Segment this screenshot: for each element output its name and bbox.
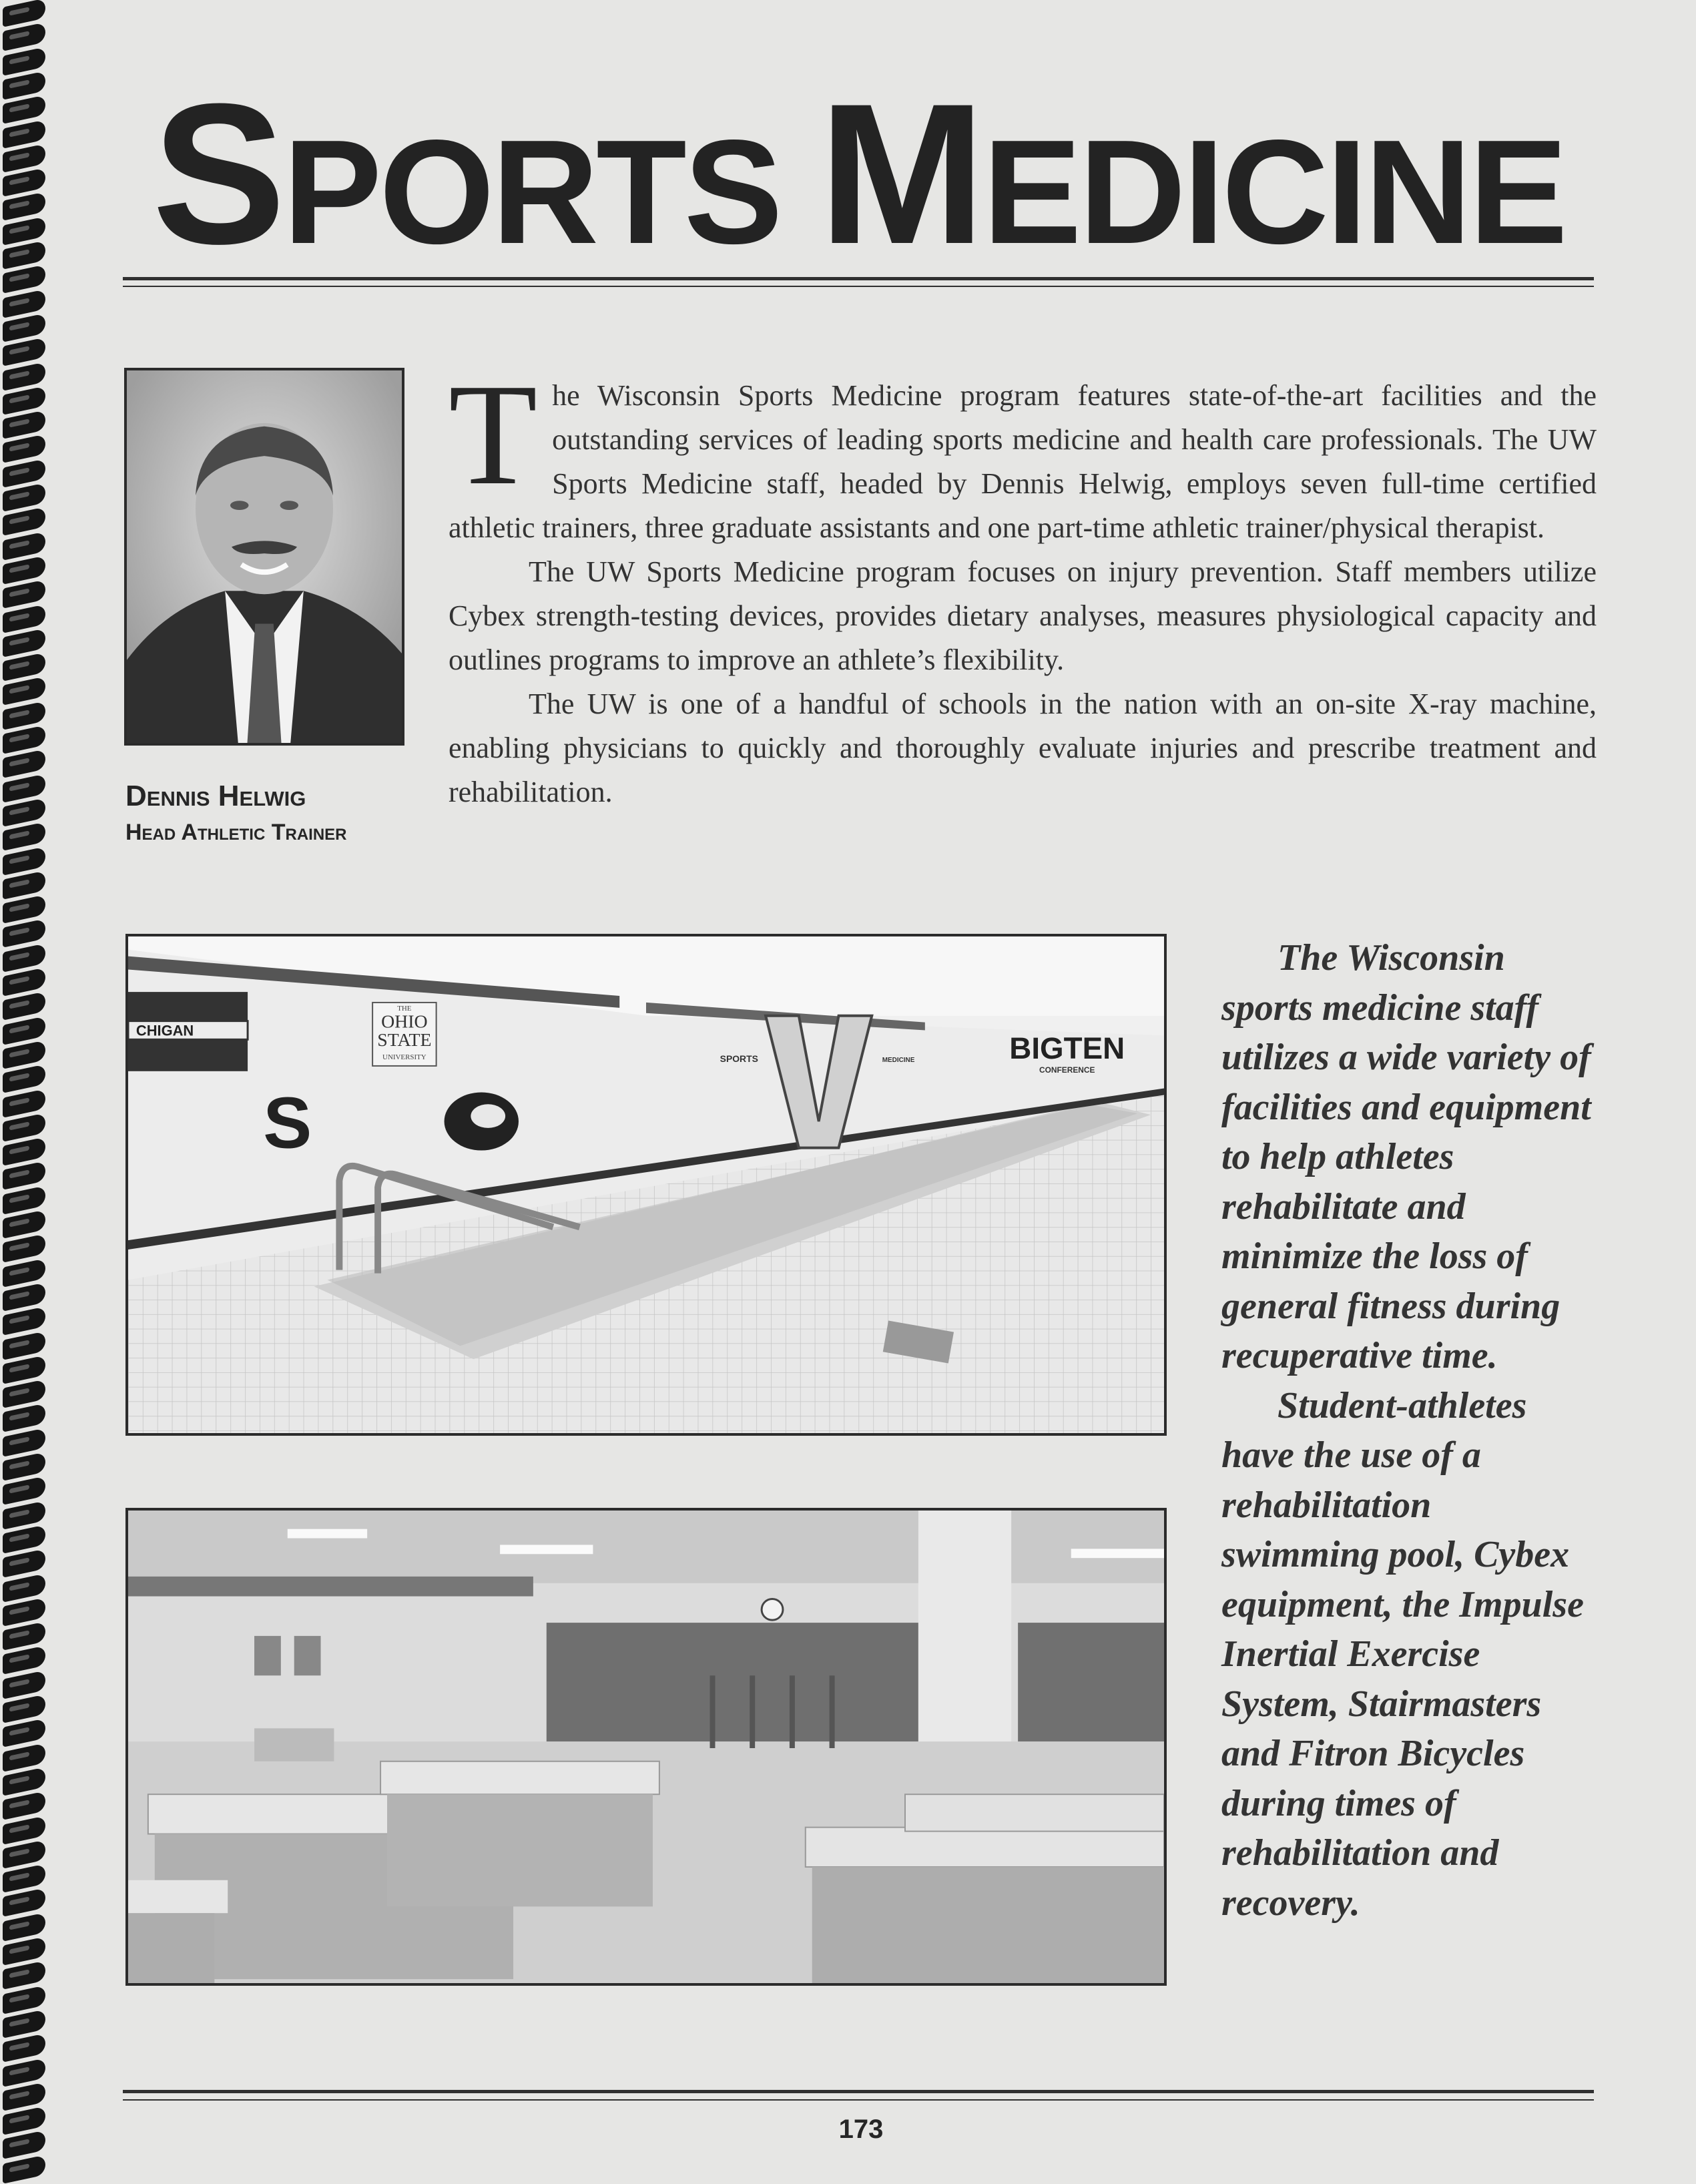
michigan-logo-text: CHIGAN <box>135 1022 194 1039</box>
binding-coil <box>3 822 45 851</box>
article-paragraph-3: The UW is one of a handful of schools in the nation with an on-site X-ray machine, enabling physicians to quickly and thoroughly evaluate injuries and prescribe treatment and rehabilitation. <box>449 688 1597 808</box>
binding-coil <box>3 1040 45 1069</box>
binding-coil <box>3 531 45 561</box>
binding-coil <box>3 1840 45 1869</box>
article-body <box>449 354 1597 814</box>
binding-coil <box>3 240 45 270</box>
binding-coil <box>3 749 45 778</box>
binding-coil <box>3 798 45 827</box>
binding-coil <box>3 1355 45 1384</box>
binding-coil <box>3 2009 45 2038</box>
binding-coil <box>3 1404 45 1433</box>
binding-coil <box>3 2106 45 2135</box>
medicine-wall-text: MEDICINE <box>882 1057 915 1064</box>
binding-coil <box>3 507 45 536</box>
binding-coil <box>3 846 45 876</box>
article-paragraph-1: The Wisconsin Sports Medicine program features state-of-the-art facilities and the outstanding services of leading sports medicine and health care professionals. The UW Sports Medicine staff, headed by Dennis Helwig, employs seven full-time certified athletic trainers, three graduate assistants and one part-time athletic trainer/physical therapist. <box>449 354 1597 544</box>
title-word-edicine: EDICINE <box>982 109 1565 275</box>
binding-coil <box>3 2082 45 2111</box>
binding-coil <box>3 1621 45 1651</box>
binding-coil <box>3 483 45 512</box>
binding-coil <box>3 2033 45 2063</box>
binding-coil <box>3 0 45 27</box>
page-title <box>152 61 1567 286</box>
binding-coil <box>3 289 45 318</box>
binding-coil <box>3 1646 45 1675</box>
binding-coil <box>3 168 45 197</box>
binding-coil <box>3 1379 45 1408</box>
binding-coil <box>3 192 45 222</box>
binding-coil <box>3 313 45 342</box>
binding-coil <box>3 1452 45 1481</box>
binding-coil <box>3 71 45 100</box>
binding-coil <box>3 1089 45 1118</box>
binding-coil <box>3 216 45 246</box>
binding-coil <box>3 991 45 1021</box>
binding-coil <box>3 628 45 657</box>
pool-photo <box>125 934 1167 1436</box>
binding-coil <box>3 119 45 149</box>
binding-coil <box>3 2058 45 2087</box>
bigten-logo-text: BIGTEN <box>1009 1031 1125 1066</box>
article-paragraph-2: The UW Sports Medicine program focuses on injury prevention. Staff members utilize Cybex strength-testing devices, provides dietary analyses, measures physiological capacity and outlines programs to improve an athlete’s flexibility. <box>449 555 1597 676</box>
binding-coil <box>3 1234 45 1263</box>
ohio-logo-the: THE <box>397 1004 412 1013</box>
binding-coil <box>3 1694 45 1723</box>
binding-coil <box>3 967 45 997</box>
binding-coil <box>3 1888 45 1918</box>
binding-coil <box>3 1597 45 1627</box>
binding-coil <box>3 652 45 681</box>
binding-coil <box>3 1936 45 1966</box>
binding-coil <box>3 1161 45 1191</box>
title-initial-s: S <box>152 61 284 286</box>
binding-coil <box>3 1549 45 1578</box>
binding-coil <box>3 95 45 124</box>
drop-cap: T <box>449 354 538 515</box>
binding-coil <box>3 1331 45 1360</box>
binding-coil <box>3 337 45 366</box>
binding-coil <box>3 604 45 633</box>
binding-coil <box>3 1500 45 1530</box>
binding-coil <box>3 1113 45 1142</box>
title-initial-m: M <box>818 61 983 286</box>
binding-coil <box>3 725 45 754</box>
binding-coil <box>3 919 45 948</box>
binding-coil <box>3 459 45 488</box>
binding-coil <box>3 1282 45 1312</box>
title-rule-thin <box>123 286 1594 287</box>
binding-coil <box>3 47 45 76</box>
binding-coil <box>3 1064 45 1093</box>
binding-coil <box>3 555 45 585</box>
binding-coil <box>3 1864 45 1893</box>
binding-coil <box>3 144 45 173</box>
binding-coil <box>3 435 45 464</box>
msu-logo-s: S <box>263 1082 312 1164</box>
binding-coil <box>3 870 45 900</box>
binding-coil <box>3 1185 45 1215</box>
footer-rule <box>123 2090 1594 2093</box>
binding-coil <box>3 410 45 439</box>
sidebar-caption <box>1221 933 1595 1928</box>
binding-coil <box>3 1573 45 1603</box>
footer-rule-thin <box>123 2099 1594 2101</box>
ohio-logo-ohio: OHIO <box>381 1011 428 1033</box>
binding-coil <box>3 386 45 415</box>
bigten-conference-text: CONFERENCE <box>1039 1065 1095 1075</box>
binding-coil <box>3 1912 45 1942</box>
binding-coil <box>3 1816 45 1845</box>
binding-coil <box>3 1137 45 1166</box>
binding-coil <box>3 1258 45 1288</box>
title-word-ports: PORTS <box>283 109 780 275</box>
binding-coil <box>3 1476 45 1505</box>
binding-coil <box>3 1016 45 1045</box>
binding-coil <box>3 2155 45 2184</box>
title-rule <box>123 277 1594 280</box>
binding-coil <box>3 1670 45 1699</box>
binding-coil <box>3 1767 45 1796</box>
binding-coil <box>3 1960 45 1990</box>
sports-wall-text: SPORTS <box>720 1053 758 1064</box>
portrait-role: Head Athletic Trainer <box>125 820 347 845</box>
binding-coil <box>3 1718 45 1747</box>
binding-coil <box>3 1985 45 2014</box>
binding-coil <box>3 22 45 51</box>
sidebar-paragraph-2: Student-athletes have the use of a rehabilitation swimming pool, Cybex equipment, the Impulse Inertial Exercise System, Stairmasters and Fitron Bicycles during times of rehabilitation and recovery. <box>1221 1384 1584 1924</box>
binding-coil <box>3 1525 45 1554</box>
portrait-name: Dennis Helwig <box>125 780 306 812</box>
page-number: 173 <box>838 2115 884 2144</box>
binding-coil <box>3 677 45 706</box>
binding-coil <box>3 264 45 294</box>
binding-coil <box>3 774 45 803</box>
binding-coil <box>3 1743 45 1772</box>
spiral-binding <box>0 0 53 2181</box>
binding-coil <box>3 1428 45 1457</box>
binding-coil <box>3 1209 45 1239</box>
sidebar-paragraph-1: The Wisconsin sports medicine staff utilizes a wide variety of facilities and equipment to help athletes rehabilitate and minimize the loss of general fitness during recuperative time. <box>1221 937 1591 1376</box>
portrait-photo <box>124 368 404 746</box>
training-room-photo <box>125 1508 1167 1986</box>
binding-coil <box>3 362 45 391</box>
binding-coil <box>3 579 45 609</box>
binding-coil <box>3 943 45 973</box>
binding-coil <box>3 1306 45 1336</box>
binding-coil <box>3 2131 45 2160</box>
ohio-logo-university: UNIVERSITY <box>382 1053 427 1062</box>
ohio-logo-state: STATE <box>377 1030 432 1051</box>
binding-coil <box>3 701 45 730</box>
binding-coil <box>3 894 45 924</box>
binding-coil <box>3 1791 45 1820</box>
